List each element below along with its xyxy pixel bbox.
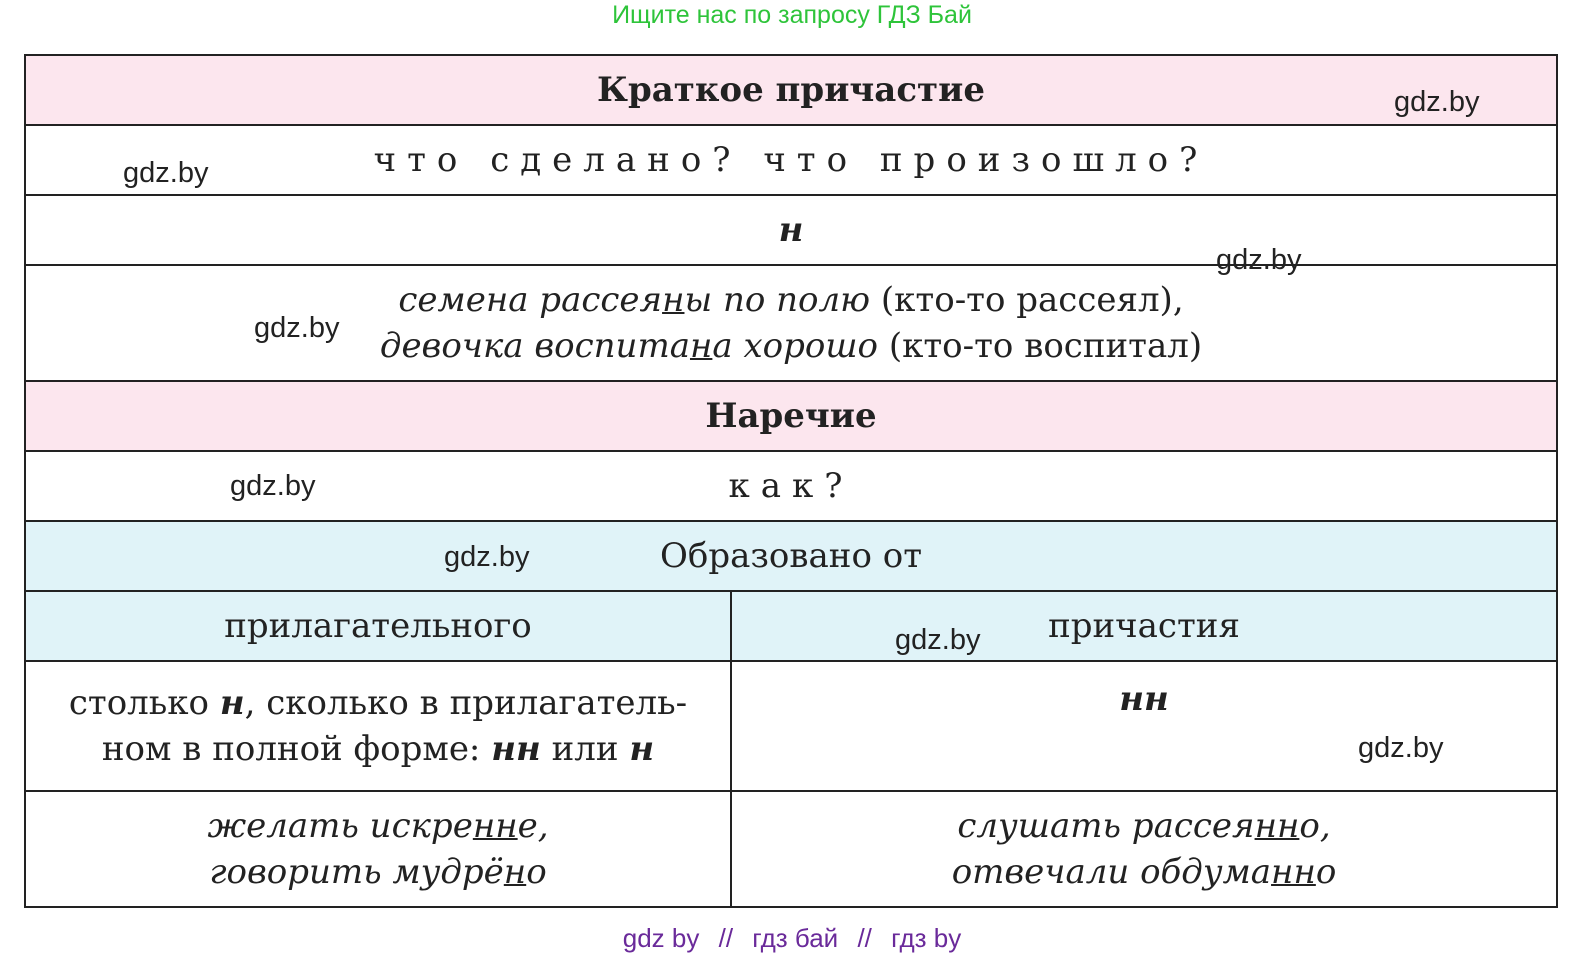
examples-participle: слушать рассеянно, отвечали обдуманно xyxy=(731,791,1557,907)
col-adjective: прилагательного xyxy=(25,591,731,661)
examples-adjective: желать искренне, говорить мудрёно xyxy=(25,791,731,907)
rule-participle: нн xyxy=(731,661,1557,791)
participle-question: что сделано? что произошло? xyxy=(25,125,1557,195)
table-row xyxy=(25,195,1557,265)
table-row xyxy=(25,381,1557,451)
participle-title: Краткое причастие xyxy=(25,55,1557,125)
watermark: gdz.by xyxy=(230,470,316,502)
site-link[interactable]: гдз by xyxy=(891,923,962,953)
site-link[interactable]: гдз бай xyxy=(752,923,839,953)
watermark: gdz.by xyxy=(444,541,530,573)
separator: // xyxy=(857,923,872,953)
col-participle: причастия xyxy=(731,591,1557,661)
participle-example-2: девочка воспитана хорошо (кто-то воспитал) xyxy=(379,326,1203,366)
separator: // xyxy=(718,923,734,953)
watermark: gdz.by xyxy=(1394,86,1480,118)
watermark: gdz.by xyxy=(1358,732,1444,764)
bottom-banner xyxy=(0,920,1584,956)
watermark: gdz.by xyxy=(1216,244,1302,276)
top-banner: Ищите нас по запросу ГДЗ Бай xyxy=(612,1,972,29)
adverb-question: как? xyxy=(25,451,1557,521)
participle-example-1: семена рассеяны по полю (кто-то рассеял), xyxy=(398,280,1184,320)
watermark: gdz.by xyxy=(254,312,340,344)
table-row xyxy=(25,55,1557,125)
watermark: gdz.by xyxy=(895,624,981,656)
table-row xyxy=(25,125,1557,195)
table-row xyxy=(25,521,1557,591)
adverb-title: Наречие xyxy=(25,381,1557,451)
table-row xyxy=(25,661,1557,791)
watermark: gdz.by xyxy=(123,157,209,189)
participle-letter: н xyxy=(25,195,1557,265)
table-row xyxy=(25,791,1557,907)
rule-adjective: столько н, сколько в прилагатель- ном в полной форме: нн или н xyxy=(25,661,731,791)
table-row xyxy=(25,591,1557,661)
site-link[interactable]: gdz by xyxy=(622,923,700,953)
formed-from: Образовано от xyxy=(25,521,1557,591)
